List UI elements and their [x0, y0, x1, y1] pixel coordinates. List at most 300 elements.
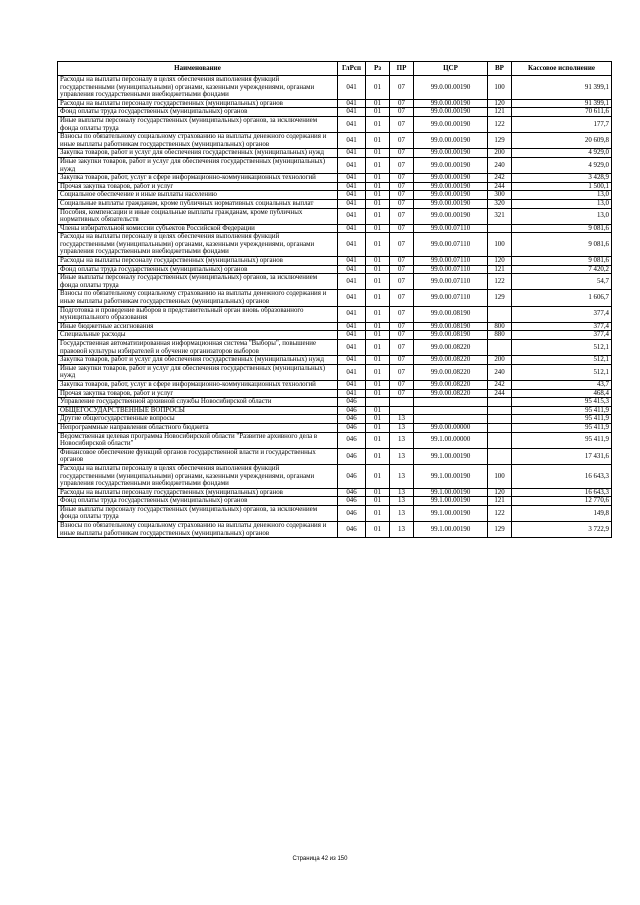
table-row [58, 423, 612, 432]
cell-pr: 07 [390, 331, 414, 340]
cell-name: Подготовка и проведение выборов в представительный орган вновь образованного муниципального образования [58, 306, 338, 322]
cell-csr: 99.0.00.00190 [414, 99, 488, 108]
cell-pr: 07 [390, 182, 414, 191]
table-row [58, 322, 612, 331]
cell-name: Иные выплаты персоналу государственных (муниципальных) органов, за исключением фонда оплаты труда [58, 505, 338, 521]
cell-pr: 07 [390, 290, 414, 306]
cell-amount: 70 611,6 [512, 108, 612, 117]
cell-name: Специальные расходы [58, 331, 338, 340]
cell-csr: 99.0.00.08190 [414, 322, 488, 331]
table-row [58, 174, 612, 183]
cell-csr: 99.0.00.00190 [414, 199, 488, 208]
cell-name: Иные закупки товаров, работ и услуг для обеспечения государственных (муниципальных) нужд [58, 157, 338, 173]
cell-rz: 01 [366, 233, 390, 257]
cell-glrsp: 041 [338, 157, 366, 173]
table-row [58, 415, 612, 424]
table-row [58, 356, 612, 365]
cell-csr: 99.0.00.08220 [414, 389, 488, 398]
cell-rz: 01 [366, 488, 390, 497]
cell-rz: 01 [366, 174, 390, 183]
cell-csr: 99.0.00.08220 [414, 380, 488, 389]
cell-glrsp: 046 [338, 398, 366, 407]
table-row [58, 265, 612, 274]
cell-glrsp: 041 [338, 199, 366, 208]
cell-csr: 99.0.00.00190 [414, 149, 488, 158]
cell-name: Взносы по обязательному социальному страхованию на выплаты денежного содержания и иные выплаты работникам государственных (муниципальных) органов [58, 133, 338, 149]
cell-pr: 07 [390, 116, 414, 132]
budget-execution-table [57, 61, 612, 538]
cell-pr: 07 [390, 208, 414, 224]
cell-csr: 99.1.00.00190 [414, 464, 488, 488]
cell-csr: 99.0.00.00190 [414, 174, 488, 183]
cell-rz [366, 398, 390, 407]
cell-vr [488, 448, 512, 464]
cell-csr: 99.0.00.07110 [414, 265, 488, 274]
cell-amount: 377,4 [512, 322, 612, 331]
table-row [58, 199, 612, 208]
table-row [58, 157, 612, 173]
cell-rz: 01 [366, 448, 390, 464]
cell-csr: 99.0.00.00190 [414, 182, 488, 191]
header-cash-execution: Кассовое исполнение [512, 62, 612, 76]
cell-glrsp: 041 [338, 174, 366, 183]
cell-name: Взносы по обязательному социальному страхованию на выплаты денежного содержания и иные выплаты работникам государственных (муниципальных) органов [58, 522, 338, 538]
cell-vr: 200 [488, 356, 512, 365]
cell-pr: 07 [390, 191, 414, 200]
cell-amount: 43,7 [512, 380, 612, 389]
table-row [58, 398, 612, 407]
table-row [58, 149, 612, 158]
cell-name: Прочая закупка товаров, работ и услуг [58, 389, 338, 398]
cell-glrsp: 041 [338, 149, 366, 158]
cell-csr: 99.0.00.07110 [414, 257, 488, 266]
header-vr: ВР [488, 62, 512, 76]
cell-vr: 240 [488, 157, 512, 173]
cell-pr: 13 [390, 432, 414, 448]
cell-rz: 01 [366, 432, 390, 448]
table-row [58, 522, 612, 538]
cell-pr: 13 [390, 488, 414, 497]
cell-pr: 07 [390, 265, 414, 274]
cell-name: Расходы на выплаты персоналу в целях обеспечения выполнения функций государственными (муниципальными) органами, казенными учреждениями, органами управления государственными внебюджетными фондами [58, 464, 338, 488]
page-number: Страница 42 из 150 [292, 856, 348, 862]
cell-name: Закупка товаров, работ и услуг для обеспечения государственных (муниципальных) нужд [58, 356, 338, 365]
cell-name: Расходы на выплаты персоналу государственных (муниципальных) органов [58, 99, 338, 108]
cell-rz: 01 [366, 76, 390, 100]
cell-glrsp: 041 [338, 76, 366, 100]
cell-pr: 13 [390, 522, 414, 538]
cell-glrsp: 041 [338, 380, 366, 389]
cell-amount: 13,0 [512, 199, 612, 208]
cell-glrsp: 041 [338, 224, 366, 233]
cell-name: Государственная автоматизированная информационная система "Выборы", повышение правовой культуры избирателей и обучение организаторов выборов [58, 340, 338, 356]
cell-name: Иные выплаты персоналу государственных (муниципальных) органов, за исключением фонда оплаты труда [58, 116, 338, 132]
cell-glrsp: 046 [338, 497, 366, 506]
table-row [58, 257, 612, 266]
cell-pr: 13 [390, 415, 414, 424]
cell-name: Расходы на выплаты персоналу государственных (муниципальных) органов [58, 257, 338, 266]
cell-glrsp: 041 [338, 233, 366, 257]
cell-glrsp: 046 [338, 464, 366, 488]
cell-name: Расходы на выплаты персоналу в целях обеспечения выполнения функций государственными (муниципальными) органами, казенными учреждениями, органами управления государственными внебюджетными фондами [58, 76, 338, 100]
table-row [58, 364, 612, 380]
cell-csr: 99.1.00.00000 [414, 432, 488, 448]
table-row [58, 505, 612, 521]
cell-amount: 9 081,6 [512, 233, 612, 257]
cell-vr: 321 [488, 208, 512, 224]
cell-rz: 01 [366, 505, 390, 521]
cell-rz: 01 [366, 415, 390, 424]
cell-glrsp: 041 [338, 108, 366, 117]
cell-pr: 07 [390, 224, 414, 233]
cell-pr: 07 [390, 99, 414, 108]
cell-name: Прочая закупка товаров, работ и услуг [58, 182, 338, 191]
cell-rz: 01 [366, 99, 390, 108]
cell-csr: 99.1.00.00190 [414, 448, 488, 464]
cell-rz: 01 [366, 423, 390, 432]
cell-rz: 01 [366, 464, 390, 488]
cell-vr: 129 [488, 522, 512, 538]
cell-vr [488, 224, 512, 233]
cell-vr: 100 [488, 233, 512, 257]
cell-pr: 07 [390, 149, 414, 158]
cell-vr: 122 [488, 505, 512, 521]
cell-rz: 01 [366, 306, 390, 322]
cell-rz: 01 [366, 340, 390, 356]
cell-pr: 13 [390, 448, 414, 464]
cell-amount: 20 609,8 [512, 133, 612, 149]
table-row [58, 448, 612, 464]
cell-rz: 01 [366, 274, 390, 290]
cell-amount: 1 606,7 [512, 290, 612, 306]
cell-vr: 100 [488, 464, 512, 488]
cell-pr: 07 [390, 133, 414, 149]
cell-pr: 07 [390, 306, 414, 322]
cell-name: Расходы на выплаты персоналу в целях обеспечения выполнения функций государственными (муниципальными) органами, казенными учреждениями, органами управления государственными внебюджетными фондами [58, 233, 338, 257]
table-row [58, 274, 612, 290]
cell-glrsp: 046 [338, 432, 366, 448]
cell-rz: 01 [366, 116, 390, 132]
cell-name: Взносы по обязательному социальному страхованию на выплаты денежного содержания и иные выплаты работникам государственных (муниципальных) органов [58, 290, 338, 306]
header-name: Наименование [58, 62, 338, 76]
table-row [58, 464, 612, 488]
cell-glrsp: 041 [338, 99, 366, 108]
cell-name: Иные бюджетные ассигнования [58, 322, 338, 331]
cell-vr: 121 [488, 265, 512, 274]
cell-amount: 9 081,6 [512, 257, 612, 266]
cell-rz: 01 [366, 406, 390, 415]
cell-amount: 468,4 [512, 389, 612, 398]
cell-rz: 01 [366, 265, 390, 274]
cell-vr: 100 [488, 76, 512, 100]
cell-csr: 99.1.00.00190 [414, 522, 488, 538]
cell-amount: 95 411,9 [512, 415, 612, 424]
cell-amount: 16 643,3 [512, 464, 612, 488]
cell-amount: 95 411,9 [512, 423, 612, 432]
cell-csr: 99.1.00.00190 [414, 497, 488, 506]
cell-amount: 3 428,9 [512, 174, 612, 183]
cell-vr [488, 406, 512, 415]
cell-glrsp: 041 [338, 274, 366, 290]
cell-csr: 99.0.00.00000 [414, 423, 488, 432]
cell-csr: 99.0.00.08190 [414, 306, 488, 322]
cell-name: Члены избирательной комиссии субъектов Российской Федерации [58, 224, 338, 233]
cell-vr [488, 432, 512, 448]
cell-vr: 120 [488, 488, 512, 497]
cell-rz: 01 [366, 157, 390, 173]
cell-csr: 99.0.00.00190 [414, 116, 488, 132]
cell-amount: 13,0 [512, 191, 612, 200]
header-glrsp: ГлРсп [338, 62, 366, 76]
cell-amount: 95 411,9 [512, 406, 612, 415]
cell-amount: 95 415,3 [512, 398, 612, 407]
cell-rz: 01 [366, 199, 390, 208]
cell-name: Фонд оплаты труда государственных (муниципальных) органов [58, 265, 338, 274]
cell-rz: 01 [366, 331, 390, 340]
table-row [58, 432, 612, 448]
cell-csr: 99.1.00.00190 [414, 505, 488, 521]
cell-rz: 01 [366, 380, 390, 389]
cell-name: Иные выплаты персоналу государственных (муниципальных) органов, за исключением фонда оплаты труда [58, 274, 338, 290]
cell-vr: 244 [488, 389, 512, 398]
cell-glrsp: 041 [338, 265, 366, 274]
cell-amount: 377,4 [512, 331, 612, 340]
cell-amount: 4 929,0 [512, 149, 612, 158]
table-row [58, 389, 612, 398]
cell-pr: 13 [390, 497, 414, 506]
cell-pr: 07 [390, 199, 414, 208]
cell-rz: 01 [366, 290, 390, 306]
cell-pr: 07 [390, 257, 414, 266]
cell-glrsp: 046 [338, 522, 366, 538]
cell-rz: 01 [366, 149, 390, 158]
cell-name: ОБЩЕГОСУДАРСТВЕННЫЕ ВОПРОСЫ [58, 406, 338, 415]
cell-rz: 01 [366, 208, 390, 224]
cell-name: Закупка товаров, работ и услуг для обеспечения государственных (муниципальных) нужд [58, 149, 338, 158]
cell-vr: 120 [488, 257, 512, 266]
cell-amount: 7 420,2 [512, 265, 612, 274]
cell-vr: 200 [488, 149, 512, 158]
table-row [58, 340, 612, 356]
header-csr: ЦСР [414, 62, 488, 76]
cell-glrsp: 041 [338, 208, 366, 224]
cell-vr: 880 [488, 331, 512, 340]
cell-name: Социальные выплаты гражданам, кроме публичных нормативных социальных выплат [58, 199, 338, 208]
cell-glrsp: 041 [338, 133, 366, 149]
cell-vr: 244 [488, 182, 512, 191]
cell-rz: 01 [366, 364, 390, 380]
cell-glrsp: 046 [338, 448, 366, 464]
cell-vr [488, 398, 512, 407]
cell-pr: 07 [390, 322, 414, 331]
cell-amount: 91 399,1 [512, 76, 612, 100]
cell-vr: 320 [488, 199, 512, 208]
table-header-row [58, 62, 612, 76]
cell-amount: 177,7 [512, 116, 612, 132]
cell-amount: 54,7 [512, 274, 612, 290]
table-row [58, 116, 612, 132]
cell-vr: 240 [488, 364, 512, 380]
cell-glrsp: 041 [338, 356, 366, 365]
cell-rz: 01 [366, 322, 390, 331]
table-row [58, 108, 612, 117]
cell-rz: 01 [366, 257, 390, 266]
cell-amount: 17 431,6 [512, 448, 612, 464]
cell-amount: 16 643,3 [512, 488, 612, 497]
cell-glrsp: 041 [338, 389, 366, 398]
cell-vr [488, 340, 512, 356]
cell-amount: 9 081,6 [512, 224, 612, 233]
cell-glrsp: 041 [338, 257, 366, 266]
cell-csr: 99.0.00.00190 [414, 133, 488, 149]
cell-vr: 122 [488, 116, 512, 132]
cell-csr: 99.0.00.07110 [414, 224, 488, 233]
table-row [58, 380, 612, 389]
cell-csr [414, 406, 488, 415]
cell-vr: 122 [488, 274, 512, 290]
cell-rz: 01 [366, 191, 390, 200]
table-row [58, 133, 612, 149]
cell-glrsp: 041 [338, 322, 366, 331]
cell-name: Иные закупки товаров, работ и услуг для обеспечения государственных (муниципальных) нужд [58, 364, 338, 380]
cell-name: Закупка товаров, работ, услуг в сфере информационно-коммуникационных технологий [58, 174, 338, 183]
cell-vr: 300 [488, 191, 512, 200]
cell-vr: 120 [488, 99, 512, 108]
table-row [58, 191, 612, 200]
cell-rz: 01 [366, 389, 390, 398]
cell-pr: 13 [390, 423, 414, 432]
table-row [58, 331, 612, 340]
cell-glrsp: 046 [338, 406, 366, 415]
cell-name: Непрограммные направления областного бюджета [58, 423, 338, 432]
cell-csr: 99.0.00.07110 [414, 233, 488, 257]
table-row [58, 208, 612, 224]
cell-vr [488, 423, 512, 432]
cell-glrsp: 046 [338, 488, 366, 497]
cell-amount: 91 399,1 [512, 99, 612, 108]
cell-pr: 07 [390, 233, 414, 257]
cell-name: Другие общегосударственные вопросы [58, 415, 338, 424]
cell-vr: 242 [488, 380, 512, 389]
cell-name: Социальное обеспечение и иные выплаты населению [58, 191, 338, 200]
cell-csr: 99.0.00.08220 [414, 364, 488, 380]
cell-rz: 01 [366, 522, 390, 538]
cell-rz: 01 [366, 497, 390, 506]
cell-name: Закупка товаров, работ, услуг в сфере информационно-коммуникационных технологий [58, 380, 338, 389]
table-row [58, 497, 612, 506]
cell-vr [488, 415, 512, 424]
cell-pr: 13 [390, 464, 414, 488]
cell-pr: 13 [390, 505, 414, 521]
table-row [58, 182, 612, 191]
cell-pr: 07 [390, 389, 414, 398]
cell-vr: 121 [488, 497, 512, 506]
cell-vr: 121 [488, 108, 512, 117]
table-row [58, 224, 612, 233]
table-row [58, 406, 612, 415]
cell-amount: 3 722,9 [512, 522, 612, 538]
cell-glrsp: 041 [338, 340, 366, 356]
cell-glrsp: 046 [338, 415, 366, 424]
cell-name: Фонд оплаты труда государственных (муниципальных) органов [58, 497, 338, 506]
cell-vr: 800 [488, 322, 512, 331]
cell-glrsp: 041 [338, 182, 366, 191]
cell-glrsp: 041 [338, 331, 366, 340]
cell-csr [414, 398, 488, 407]
cell-amount: 512,1 [512, 340, 612, 356]
cell-amount: 12 770,6 [512, 497, 612, 506]
cell-glrsp: 041 [338, 306, 366, 322]
header-rz: Рз [366, 62, 390, 76]
table-row [58, 290, 612, 306]
cell-vr: 129 [488, 290, 512, 306]
cell-vr: 242 [488, 174, 512, 183]
table-row [58, 488, 612, 497]
cell-rz: 01 [366, 182, 390, 191]
cell-vr [488, 306, 512, 322]
cell-pr: 07 [390, 340, 414, 356]
cell-csr: 99.0.00.00190 [414, 191, 488, 200]
cell-rz: 01 [366, 224, 390, 233]
cell-csr: 99.1.00.00190 [414, 488, 488, 497]
cell-amount: 4 929,0 [512, 157, 612, 173]
cell-amount: 512,1 [512, 356, 612, 365]
cell-name: Ведомственная целевая программа Новосибирской области "Развитие архивного дела в Новосибирской области" [58, 432, 338, 448]
cell-vr: 129 [488, 133, 512, 149]
cell-pr: 07 [390, 364, 414, 380]
cell-csr: 99.0.00.08220 [414, 356, 488, 365]
cell-csr [414, 415, 488, 424]
cell-name: Управление государственной архивной службы Новосибирской области [58, 398, 338, 407]
table-row [58, 76, 612, 100]
cell-glrsp: 046 [338, 505, 366, 521]
cell-csr: 99.0.00.08190 [414, 331, 488, 340]
cell-pr [390, 406, 414, 415]
cell-name: Расходы на выплаты персоналу государственных (муниципальных) органов [58, 488, 338, 497]
cell-glrsp: 041 [338, 290, 366, 306]
cell-csr: 99.0.00.00190 [414, 157, 488, 173]
cell-amount: 13,0 [512, 208, 612, 224]
cell-name: Фонд оплаты труда государственных (муниципальных) органов [58, 108, 338, 117]
cell-csr: 99.0.00.07110 [414, 274, 488, 290]
cell-csr: 99.0.00.07110 [414, 290, 488, 306]
cell-rz: 01 [366, 356, 390, 365]
cell-amount: 149,8 [512, 505, 612, 521]
cell-amount: 95 411,9 [512, 432, 612, 448]
cell-csr: 99.0.00.00190 [414, 108, 488, 117]
cell-pr: 07 [390, 380, 414, 389]
cell-name: Пособия, компенсации и иные социальные выплаты гражданам, кроме публичных нормативных обязательств [58, 208, 338, 224]
budget-table-region [57, 61, 611, 538]
cell-glrsp: 041 [338, 364, 366, 380]
header-pr: ПР [390, 62, 414, 76]
cell-pr: 07 [390, 356, 414, 365]
table-row [58, 99, 612, 108]
cell-amount: 377,4 [512, 306, 612, 322]
cell-pr [390, 398, 414, 407]
cell-rz: 01 [366, 133, 390, 149]
cell-csr: 99.0.00.00190 [414, 76, 488, 100]
cell-rz: 01 [366, 108, 390, 117]
cell-pr: 07 [390, 174, 414, 183]
cell-amount: 512,1 [512, 364, 612, 380]
cell-csr: 99.0.00.00190 [414, 208, 488, 224]
cell-pr: 07 [390, 274, 414, 290]
cell-glrsp: 041 [338, 116, 366, 132]
cell-csr: 99.0.00.08220 [414, 340, 488, 356]
cell-glrsp: 041 [338, 191, 366, 200]
table-row [58, 233, 612, 257]
